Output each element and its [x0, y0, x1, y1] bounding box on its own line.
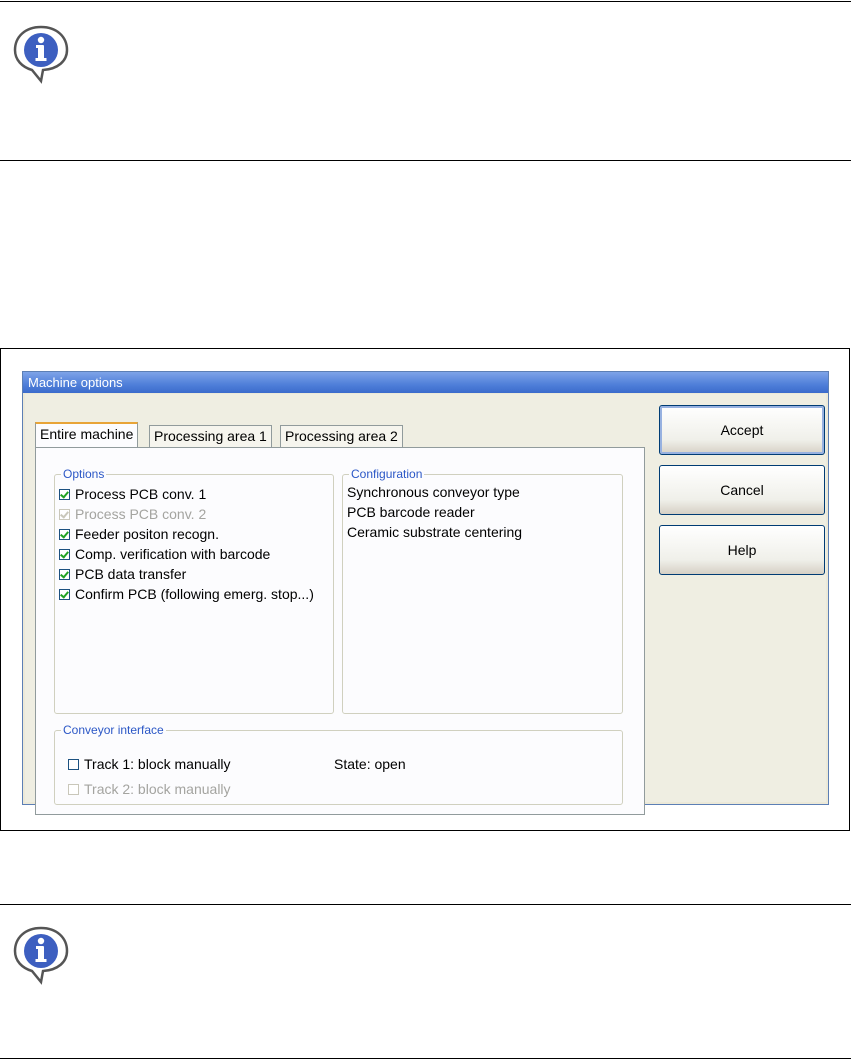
conveyor-interface-group-title: Conveyor interface	[63, 723, 164, 737]
accept-button[interactable]: Accept	[659, 405, 825, 455]
option-process-pcb-conv-2	[59, 504, 206, 524]
bottom-info-rule-bottom	[0, 1058, 851, 1059]
dialog-client	[25, 394, 826, 802]
bottom-info-rule-top	[0, 904, 851, 905]
tab-entire-machine[interactable]: Entire machine	[35, 422, 138, 447]
option-label: PCB data transfer	[75, 566, 187, 582]
checkbox-pcb-data-transfer[interactable]	[59, 569, 70, 580]
info-icon	[10, 924, 72, 986]
top-info-rule	[0, 160, 851, 161]
tab-processing-area-1[interactable]: Processing area 1	[149, 425, 272, 447]
option-comp-verification[interactable]	[59, 544, 270, 564]
checkbox-comp-verification[interactable]	[59, 549, 70, 560]
option-label: Process PCB conv. 2	[75, 506, 207, 522]
option-confirm-pcb[interactable]	[59, 584, 314, 604]
track-1-label: Track 1: block manually	[84, 756, 231, 772]
conveyor-interface-group	[54, 723, 623, 805]
tab-panel-entire-machine	[35, 447, 645, 815]
option-label: Comp. verification with barcode	[75, 546, 271, 562]
config-item: Ceramic substrate centering	[347, 524, 523, 540]
checkbox-track-2	[68, 784, 79, 795]
option-feeder-position-recogn[interactable]	[59, 524, 219, 544]
machine-options-dialog	[22, 371, 829, 805]
option-label: Process PCB conv. 1	[75, 486, 207, 502]
configuration-group-title: Configuration	[351, 467, 423, 481]
config-item: Synchronous conveyor type	[347, 484, 520, 500]
options-group-title: Options	[63, 467, 105, 481]
cancel-button[interactable]: Cancel	[659, 465, 825, 515]
checkbox-confirm-pcb[interactable]	[59, 589, 70, 600]
conveyor-state: State: open	[334, 756, 406, 772]
checkbox-process-pcb-conv-1[interactable]	[59, 489, 70, 500]
info-icon	[10, 23, 72, 85]
checkbox-feeder-position-recogn[interactable]	[59, 529, 70, 540]
checkbox-track-1[interactable]	[68, 759, 79, 770]
help-button[interactable]: Help	[659, 525, 825, 575]
tab-processing-area-2[interactable]: Processing area 2	[280, 425, 403, 447]
track-1-block-manually[interactable]	[68, 754, 231, 774]
config-item: PCB barcode reader	[347, 504, 475, 520]
track-2-label: Track 2: block manually	[84, 781, 231, 797]
option-label: Confirm PCB (following emerg. stop...)	[75, 586, 314, 602]
track-2-block-manually	[68, 779, 231, 799]
configuration-group	[342, 467, 623, 714]
top-rule	[0, 1, 851, 2]
option-pcb-data-transfer[interactable]	[59, 564, 186, 584]
option-label: Feeder positon recogn.	[75, 526, 219, 542]
checkbox-process-pcb-conv-2	[59, 509, 70, 520]
option-process-pcb-conv-1[interactable]	[59, 484, 206, 504]
dialog-title: Machine options	[23, 372, 828, 393]
options-group	[54, 467, 334, 714]
